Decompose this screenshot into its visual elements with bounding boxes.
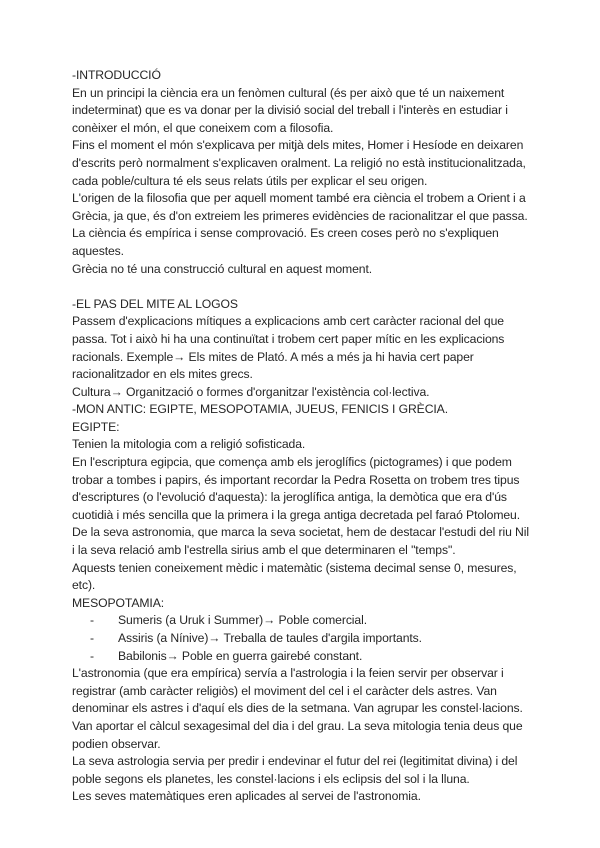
list-dash: - xyxy=(90,613,94,628)
paragraph: Aquests tenien coneixement mèdic i matemàtic (sistema decimal sense 0, mesures, etc). xyxy=(72,560,517,593)
paragraph: Fins el moment el món s'explicava per mitjà dels mites, Homer i Hesíode en deixaren d'escrits però normalment s'explicaven oralment. La religió no està institucionalitzada, cada poble/cultura té els seus relats útils per explicar el seu origen. xyxy=(72,138,526,188)
paragraph: La seva astrologia servia per predir i endevinar el futur del rei (legitimitat divina) i del poble segons els planetes, les constel·lacions i els eclipsis del sol i la lluna. xyxy=(72,754,518,786)
subheading-egipte: EGIPTE: xyxy=(72,419,120,434)
paragraph: La ciència és empírica i sense comprovació. Es creen coses però no s'expliquen aquestes. xyxy=(72,226,499,258)
list-item-text: Sumeris (a Uruk i Summer)→ Poble comercial. xyxy=(118,613,367,628)
list-item xyxy=(72,648,534,666)
document-page xyxy=(72,67,534,806)
blank-line xyxy=(72,278,534,296)
paragraph: Passem d'explicacions mítiques a explicacions amb cert caràcter racional del que passa. Tot i això hi ha una continuïtat i trobem cert paper mític en les explicacions racionals. Exemple→ Els mites de Plató. A més a més ja hi havia cert paper racionalitzador en els mites grecs. xyxy=(72,314,505,382)
paragraph: Tenien la mitologia com a religió sofisticada. xyxy=(72,437,306,452)
paragraph: Les seves matemàtiques eren aplicades al servei de l'astronomia. xyxy=(72,789,421,804)
paragraph: L'astronomia (que era empírica) servía a l'astrologia i la feien servir per observar i registrar (amb caràcter religiòs) el moviment del cel i el caràcter dels astres. Van denominar els astres i d'aquí els dies de la setmana. Van agrupar les constel·lacions. Van aportar el càlcul sexagesimal del dia i del grau. La seva mitologia tenia deus que podien observar. xyxy=(72,666,523,751)
list-dash: - xyxy=(90,648,94,663)
section-heading-introduccio: -INTRODUCCIÓ xyxy=(72,68,161,82)
list-item-text: Assiris (a Nínive)→ Treballa de taules d'argila importants. xyxy=(118,631,422,645)
list-item-text: Babilonis→ Poble en guerra gairebé constant. xyxy=(118,648,363,663)
paragraph: En un principi la ciència era un fenòmen cultural (és per això que té un naixement indeterminat) que es va donar per la divisió social del treball i l'interès en estudiar i conèixer el món, el que coneixem com a filosofia. xyxy=(72,85,508,135)
section-heading-mite-logos: -EL PAS DEL MITE AL LOGOS xyxy=(72,296,238,311)
section-heading-mon-antic: -MON ANTIC: EGIPTE, MESOPOTAMIA, JUEUS, FENICIS I GRÈCIA. xyxy=(72,402,448,417)
paragraph: De la seva astronomia, que marca la seva societat, hem de destacar l'estudi del riu Nil i la seva relació amb l'estrella sirius amb el que determinaren el "temps". xyxy=(72,525,529,558)
paragraph: L'origen de la filosofia que per aquell moment també era ciència el trobem a Orient i a Grècia, ja que, és d'on extreiem les primeres evidències de racionalitzar el que passa. xyxy=(72,191,528,223)
list-item xyxy=(72,612,534,630)
civilizations-list xyxy=(72,612,534,665)
paragraph: Grècia no té una construcció cultural en aquest moment. xyxy=(72,261,373,276)
list-item xyxy=(72,630,534,648)
list-dash: - xyxy=(90,631,94,645)
subheading-mesopotamia: MESOPOTAMIA: xyxy=(72,595,165,610)
paragraph: En l'escriptura egipcia, que comença amb els jeroglífics (pictogrames) i que podem trobar a tombes i papirs, és important recordar la Pedra Rosetta on trobem tres tipus d'escriptures (o l'evolució d'aquesta): la jeroglífica antiga, la demòtica que era d'ús cuotidià i més sencilla que la primera i la grega antiga decretada pel faraó Ptolomeu. xyxy=(72,455,521,522)
paragraph: Cultura→ Organització o formes d'organitzar l'existència col·lectiva. xyxy=(72,384,430,399)
